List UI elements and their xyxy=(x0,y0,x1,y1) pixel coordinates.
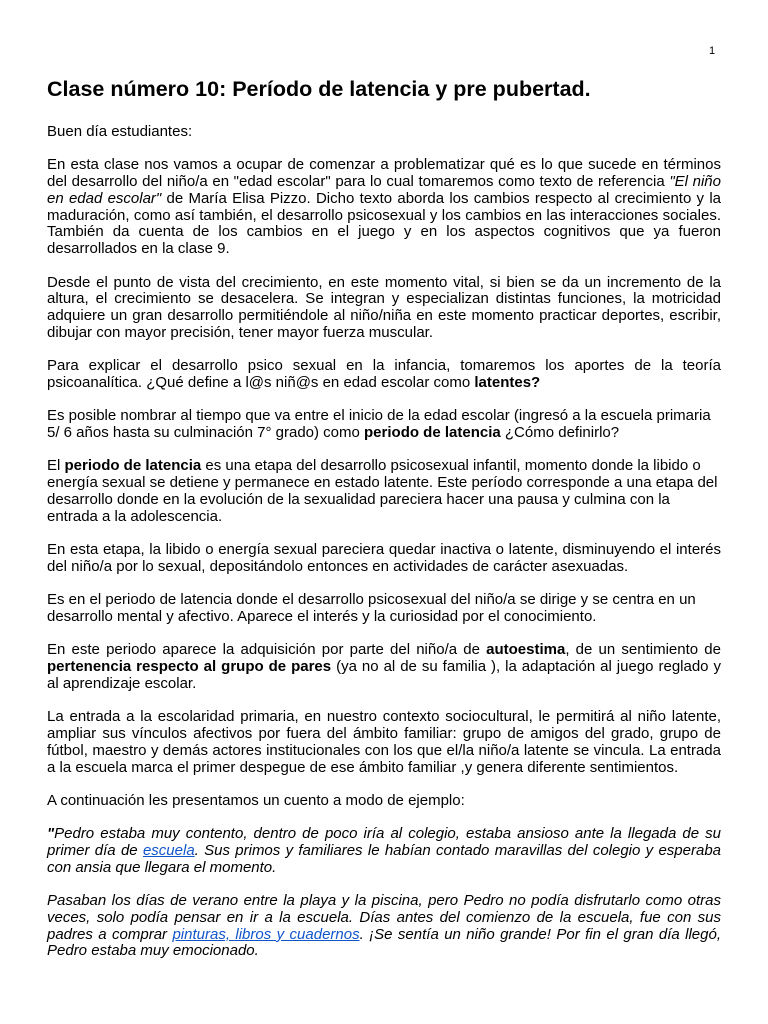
document-body xyxy=(47,74,721,977)
paragraph-self-esteem xyxy=(47,642,721,692)
paragraph-latency-definition xyxy=(47,458,721,525)
paragraph-intro xyxy=(47,157,721,258)
link-school-supplies[interactable]: pinturas, libros y cuadernos xyxy=(172,925,360,943)
bold-term: periodo de latencia xyxy=(64,457,202,475)
paragraph-growth: Desde el punto de vista del crecimiento, en este momento vital, si bien se da un incremento de la altura, el crecimiento se desacelera. Se integran y especializan distintas funciones, la motricidad adquiere un gran desarrollo permitiéndole al niño/niña en este momento practicar deportes, escribir, dibujar con mayor precisión, tener mayor fuerza muscular. xyxy=(47,273,721,341)
text-run: Es posible nombrar al tiempo que va entre el inicio de la edad escolar (ingresó a la escuela primaria 5/ 6 años hasta su culminación 7° grado) como xyxy=(47,407,711,442)
paragraph-libido: En esta etapa, la libido o energía sexual pareciera quedar inactiva o latente, disminuyendo el interés del niño/a por lo sexual, depositándolo entonces en actividades de carácter asexuadas. xyxy=(47,541,721,575)
paragraph-psychosexual xyxy=(47,358,721,392)
bold-term: latentes? xyxy=(474,374,541,392)
text-run: Pedro estaba muy contento, dentro de poco iría al colegio, estaba ansioso ante la llegada de su primer día de xyxy=(47,825,721,859)
text-run: Pasaban los días de verano entre la playa y la piscina, pero Pedro no podía disfrutarlo como otras veces, solo podía pensar en ir a la escuela. Días antes del comienzo de la escuela, fue con sus padres a comprar xyxy=(47,892,721,943)
text-run: Para explicar el desarrollo psico sexual en la infancia, tomaremos los aportes de la teoría psicoanalítica. ¿Qué define a l@s niñ@s en edad escolar como xyxy=(47,357,721,392)
text-run: En esta clase nos vamos a ocupar de comenzar a problematizar qué es lo que sucede en términos del desarrollo del niño/a en "edad escolar" para lo cual tomaremos como texto de referencia xyxy=(47,156,721,191)
text-run: (ya no al de su familia ), la adaptación al juego reglado y al aprendizaje escolar. xyxy=(47,658,721,692)
text-run: , de un sentimiento de xyxy=(565,641,721,659)
text-run: de María Elisa Pizzo. Dicho texto aborda los cambios respecto al crecimiento y la maduración, como así también, el desarrollo psicosexual y los cambios en las interacciones sociales. También da cuenta de los cambios en el juego y en los aspectos cognitivos que ya fueron desarrollados en la clase 9. xyxy=(47,189,721,258)
story-paragraph-2 xyxy=(47,893,721,960)
bold-term: pertenencia respecto al grupo de pares xyxy=(47,658,332,676)
paragraph-development: Es en el periodo de latencia donde el desarrollo psicosexual del niño/a se dirige y se centra en un desarrollo mental y afectivo. Aparece el interés y la curiosidad por el conocimiento. xyxy=(47,591,696,626)
page-number: 1 xyxy=(709,45,716,57)
paragraph-story-intro: A continuación les presentamos un cuento a modo de ejemplo: xyxy=(47,791,465,809)
book-title: "El niño en edad escolar" xyxy=(47,173,721,207)
bold-term: periodo de latencia xyxy=(364,424,501,442)
text-run: . ¡Se sentía un niño grande! Por fin el gran día llegó, Pedro estaba muy emocionado. xyxy=(47,925,721,960)
greeting: Buen día estudiantes: xyxy=(47,123,193,140)
open-quote: " xyxy=(47,825,55,843)
page-title: Clase número 10: Período de latencia y pre pubertad. xyxy=(47,77,591,101)
bold-term: autoestima xyxy=(486,641,566,659)
text-run: . Sus primos y familiares le habían contado maravillas del colegio y esperaba con ansia que llegara el momento. xyxy=(47,842,722,876)
text-run: El xyxy=(47,457,65,475)
story-paragraph-1 xyxy=(47,826,721,876)
paragraph-schooling: La entrada a la escolaridad primaria, en nuestro contexto sociocultural, le permitirá al niño latente, ampliar sus vínculos afectivos por fuera del ámbito familiar: grupo de amigos del grado, grupo de fútbol, maestro y demás actores institucionales con los que el/la niño/a latente se vincula. La entrada a la escuela marca el primer despegue de ese ámbito familiar ,y genera diferente sentimientos. xyxy=(47,708,721,776)
link-escuela[interactable]: escuela xyxy=(142,842,195,859)
text-run: En este periodo aparece la adquisición por parte del niño/a de xyxy=(47,641,487,659)
text-run: ¿Cómo definirlo? xyxy=(500,424,620,442)
text-run: es una etapa del desarrollo psicosexual infantil, momento donde la libido o energía sexual se detiene y permanece en estado latente. Este período corresponde a una etapa del desarrollo donde en la evolución de la sexualidad pareciera hacer una pausa y culmina con la entrada a la adolescencia. xyxy=(47,457,718,525)
paragraph-latency-timeframe xyxy=(47,408,721,442)
